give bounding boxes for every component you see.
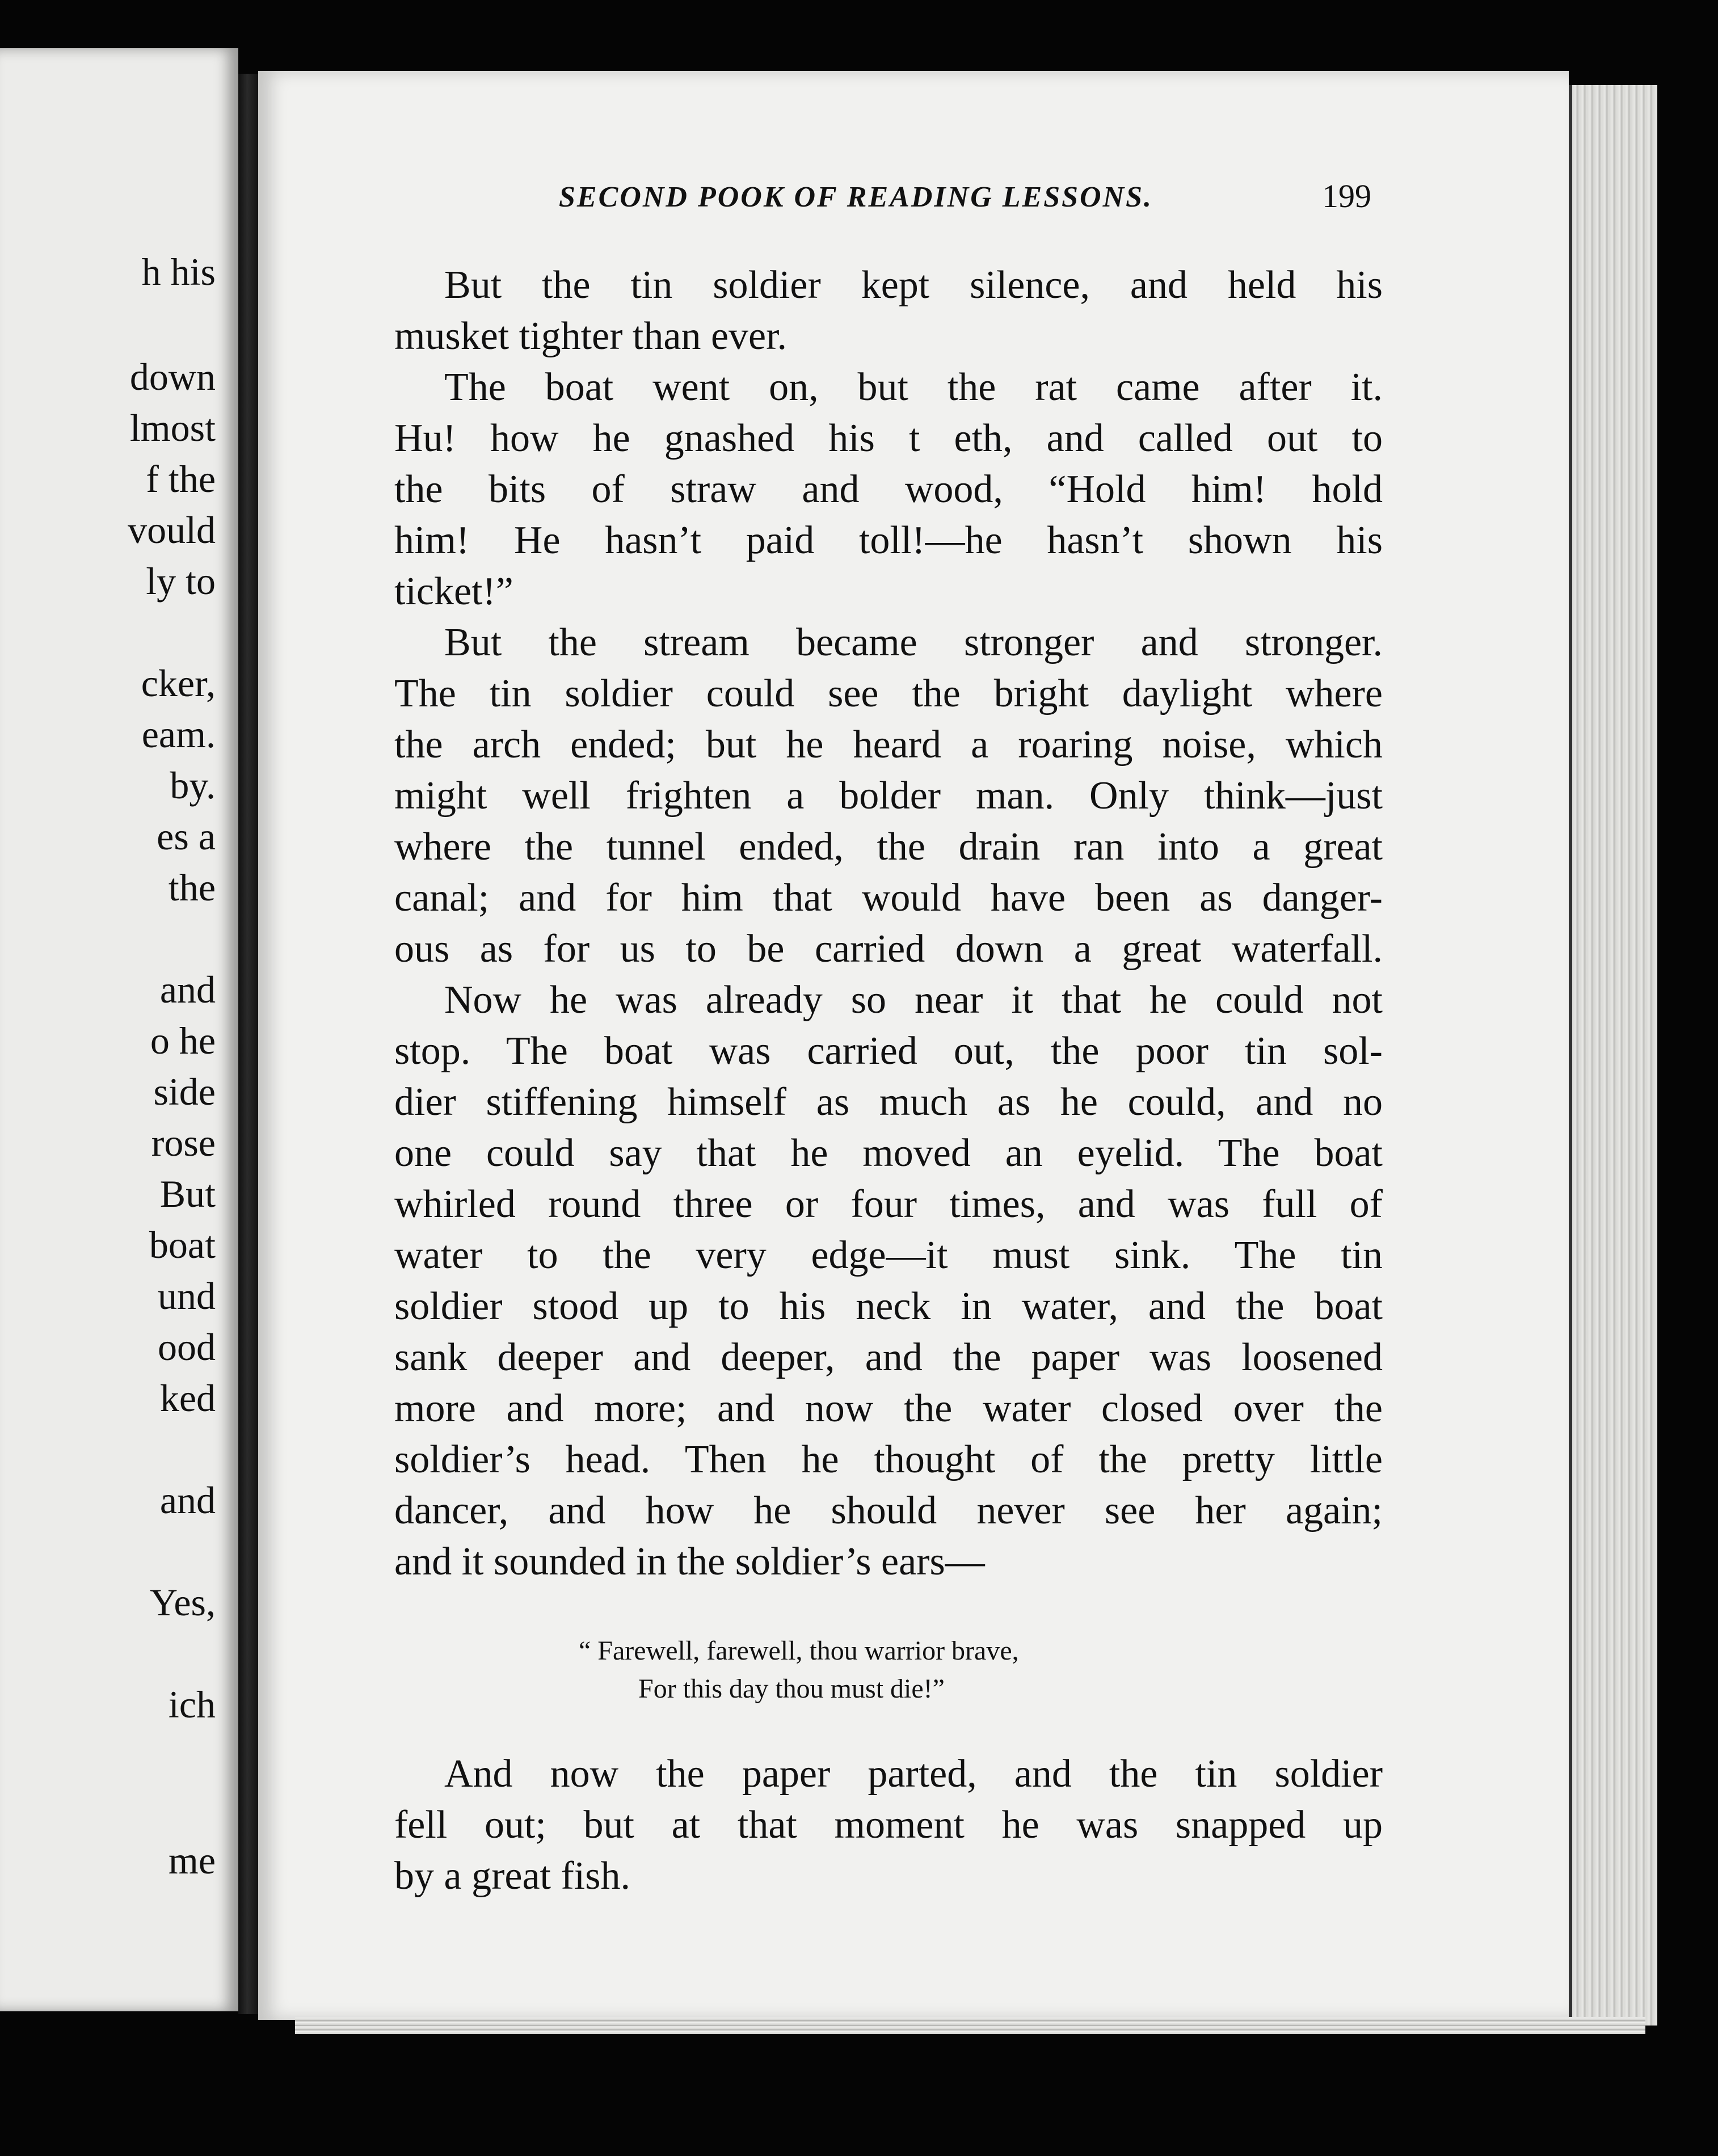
left-page-line: down — [129, 355, 216, 398]
left-page-line: vould — [128, 508, 216, 551]
left-page-line: and — [159, 968, 216, 1011]
left-page-line: ood — [158, 1325, 216, 1368]
left-page-line: the — [168, 866, 216, 909]
text-line: might well frighten a bolder man. Only think—just — [394, 774, 1383, 818]
text-line: dancer, and how he should never see her again; — [394, 1489, 1383, 1532]
text-line: more and more; and now the water closed over the — [394, 1387, 1383, 1430]
text-line: Now he was already so near it that he could not — [444, 978, 1383, 1022]
page-fore-edge — [1569, 85, 1657, 2026]
running-head: SECOND POOK OF READING LESSONS. — [559, 181, 1153, 213]
left-page-line: ked — [159, 1376, 216, 1420]
page-number: 199 — [1322, 178, 1371, 214]
book-gutter — [238, 74, 261, 2014]
left-page-line: o he — [150, 1019, 216, 1062]
text-line: fell out; but at that moment he was snapped up — [394, 1803, 1383, 1847]
text-line: soldier stood up to his neck in water, and the boat — [394, 1285, 1383, 1328]
previous-page-edge — [0, 48, 238, 2011]
text-line: But the stream became stronger and stronger. — [444, 621, 1383, 664]
text-line: one could say that he moved an eyelid. The boat — [394, 1131, 1383, 1175]
left-page-line: side — [153, 1070, 216, 1113]
left-page-line: ly to — [146, 559, 216, 603]
text-line: ticket!” — [394, 570, 513, 613]
page-bottom-edge — [295, 2017, 1645, 2034]
left-page-line: me — [168, 1839, 216, 1882]
left-page-line: But — [159, 1172, 216, 1215]
text-line: soldier’s head. Then he thought of the pretty little — [394, 1438, 1383, 1481]
left-page-line: lmost — [129, 406, 216, 449]
text-line: canal; and for him that would have been as danger- — [394, 876, 1383, 920]
text-line: ous as for us to be carried down a great waterfall. — [394, 927, 1383, 971]
verse-line: “ Farewell, farewell, thou warrior brave, — [579, 1636, 1019, 1666]
left-page-line: Yes, — [150, 1581, 216, 1624]
text-line: water to the very edge—it must sink. The tin — [394, 1233, 1383, 1277]
left-page-line: rose — [151, 1121, 216, 1164]
left-page-line: es a — [157, 815, 216, 858]
text-line: But the tin soldier kept silence, and held his — [444, 263, 1383, 307]
text-line: and it sounded in the soldier’s ears— — [394, 1540, 985, 1584]
text-line: the bits of straw and wood, “Hold him! hold — [394, 468, 1383, 511]
verse-line: For this day thou must die!” — [638, 1674, 945, 1704]
text-line: dier stiffening himself as much as he could, and no — [394, 1080, 1383, 1124]
left-page-line: cker, — [141, 662, 216, 705]
text-line: the arch ended; but he heard a roaring noise, which — [394, 723, 1383, 767]
text-line: sank deeper and deeper, and the paper was loosened — [394, 1336, 1383, 1379]
text-line: stop. The boat was carried out, the poor tin sol- — [394, 1029, 1383, 1073]
left-page-line: und — [158, 1274, 216, 1317]
left-page-line: ich — [168, 1683, 216, 1726]
text-line: The boat went on, but the rat came after it. — [444, 365, 1383, 409]
text-line: him! He hasn’t paid toll!—he hasn’t shown his — [394, 519, 1383, 562]
left-page-line: and — [159, 1479, 216, 1522]
text-line: where the tunnel ended, the drain ran into a great — [394, 825, 1383, 869]
left-page-line: f the — [146, 457, 216, 500]
text-line: whirled round three or four times, and was full of — [394, 1182, 1383, 1226]
text-line: by a great fish. — [394, 1854, 630, 1898]
text-line: The tin soldier could see the bright daylight where — [394, 672, 1383, 715]
text-line: And now the paper parted, and the tin soldier — [444, 1752, 1383, 1796]
text-line: musket tighter than ever. — [394, 314, 788, 358]
left-page-line: boat — [149, 1223, 216, 1266]
left-page-line: h his — [141, 250, 216, 293]
left-page-line: eam. — [141, 713, 216, 756]
text-line: Hu! how he gnashed his t eth, and called out to — [394, 416, 1383, 460]
left-page-line: by. — [170, 764, 216, 807]
